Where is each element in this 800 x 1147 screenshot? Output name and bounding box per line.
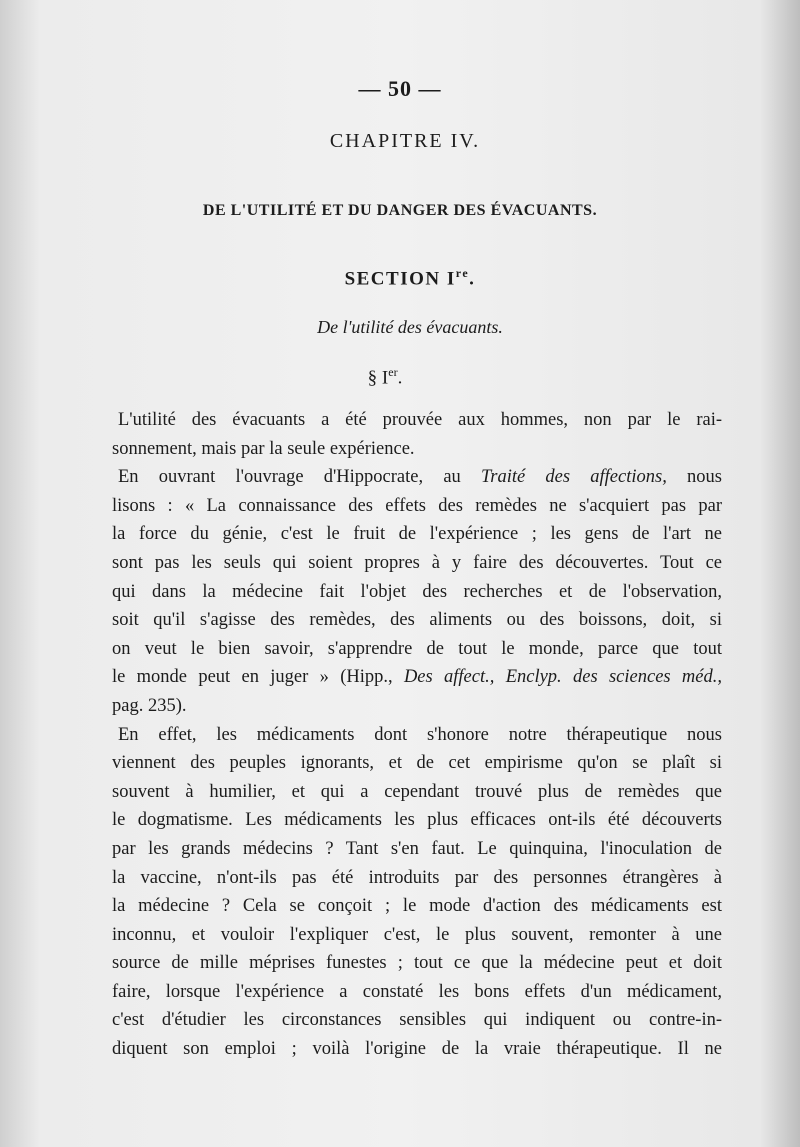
text-line: lisons : « La connaissance des effets des remèdes ne s'acquiert pas par [112, 495, 722, 516]
text-line: le dogmatisme. Les médicaments les plus efficaces ont-ils été découverts [112, 810, 722, 831]
page-number: — 50 — [358, 76, 442, 101]
text-line: sonnement, mais par la seule expérience. [112, 438, 415, 459]
text-fragment: le monde peut en juger » (Hipp., [112, 667, 404, 688]
text-line: soit qu'il s'agisse des remèdes, des aliments ou des boissons, doit, si [112, 610, 722, 631]
text-fragment: En ouvrant l'ouvrage d'Hippocrate, au [118, 467, 481, 488]
text-line: pag. 235). [112, 695, 187, 716]
text-line: sont pas les seuls qui soient propres à y faire des découvertes. Tout ce [112, 552, 722, 573]
body-text [112, 406, 722, 1064]
italic-title: Traité des affections, [481, 467, 667, 488]
section-label: SECTION I [344, 268, 456, 290]
text-line: la force du génie, c'est le fruit de l'expérience ; les gens de l'art ne [112, 524, 722, 545]
chapter-subtitle: DE L'UTILITÉ ET DU DANGER DES ÉVACUANTS. [202, 202, 598, 219]
paragraph-heading: § Ier. [367, 365, 403, 389]
section-heading: SECTION Ire. [344, 266, 476, 290]
text-line: on veut le bien savoir, s'apprendre de tout le monde, parce que tout [112, 638, 722, 659]
text-line: c'est d'étudier les circonstances sensibles qui indiquent ou contre-in- [112, 1010, 722, 1031]
text-line: source de mille méprises funestes ; tout ce que la médecine peut et doit [112, 953, 722, 974]
italic-citation: Des affect., Enclyp. des sciences méd., [403, 667, 723, 688]
text-line: faire, lorsque l'expérience a constaté les bons effets d'un médicament, [112, 981, 722, 1002]
text-line: L'utilité des évacuants a été prouvée aux hommes, non par le rai- [118, 410, 722, 430]
text-line: la médecine ? Cela se conçoit ; le mode d'action des médicaments est [112, 896, 722, 917]
text-line [112, 463, 722, 492]
section-superscript: re [455, 266, 470, 280]
text-line: la vaccine, n'ont-ils pas été introduits par des personnes étrangères à [112, 867, 722, 888]
text-line: qui dans la médecine fait l'objet des recherches et de l'observation, [112, 581, 722, 602]
text-line [112, 663, 722, 692]
chapter-title: CHAPITRE IV. [329, 130, 481, 152]
text-line: diquent son emploi ; voilà l'origine de la vraie thérapeutique. Il ne [112, 1039, 722, 1060]
paragraph-superscript: er [388, 365, 398, 379]
text-fragment: nous [666, 467, 722, 488]
section-subtitle: De l'utilité des évacuants. [317, 317, 503, 337]
text-line: viennent des peuples ignorants, et de cet empirisme qu'on se plaît si [112, 753, 722, 774]
paragraph-symbol: § I [367, 367, 389, 389]
text-line: souvent à humilier, et qui a cependant trouvé plus de remèdes que [112, 781, 722, 802]
text-line: par les grands médecins ? Tant s'en faut. Le quinquina, l'inoculation de [112, 838, 722, 859]
text-line: En effet, les médicaments dont s'honore notre thérapeutique nous [118, 724, 722, 745]
text-line: inconnu, et vouloir l'expliquer c'est, le plus souvent, remonter à une [112, 924, 722, 945]
